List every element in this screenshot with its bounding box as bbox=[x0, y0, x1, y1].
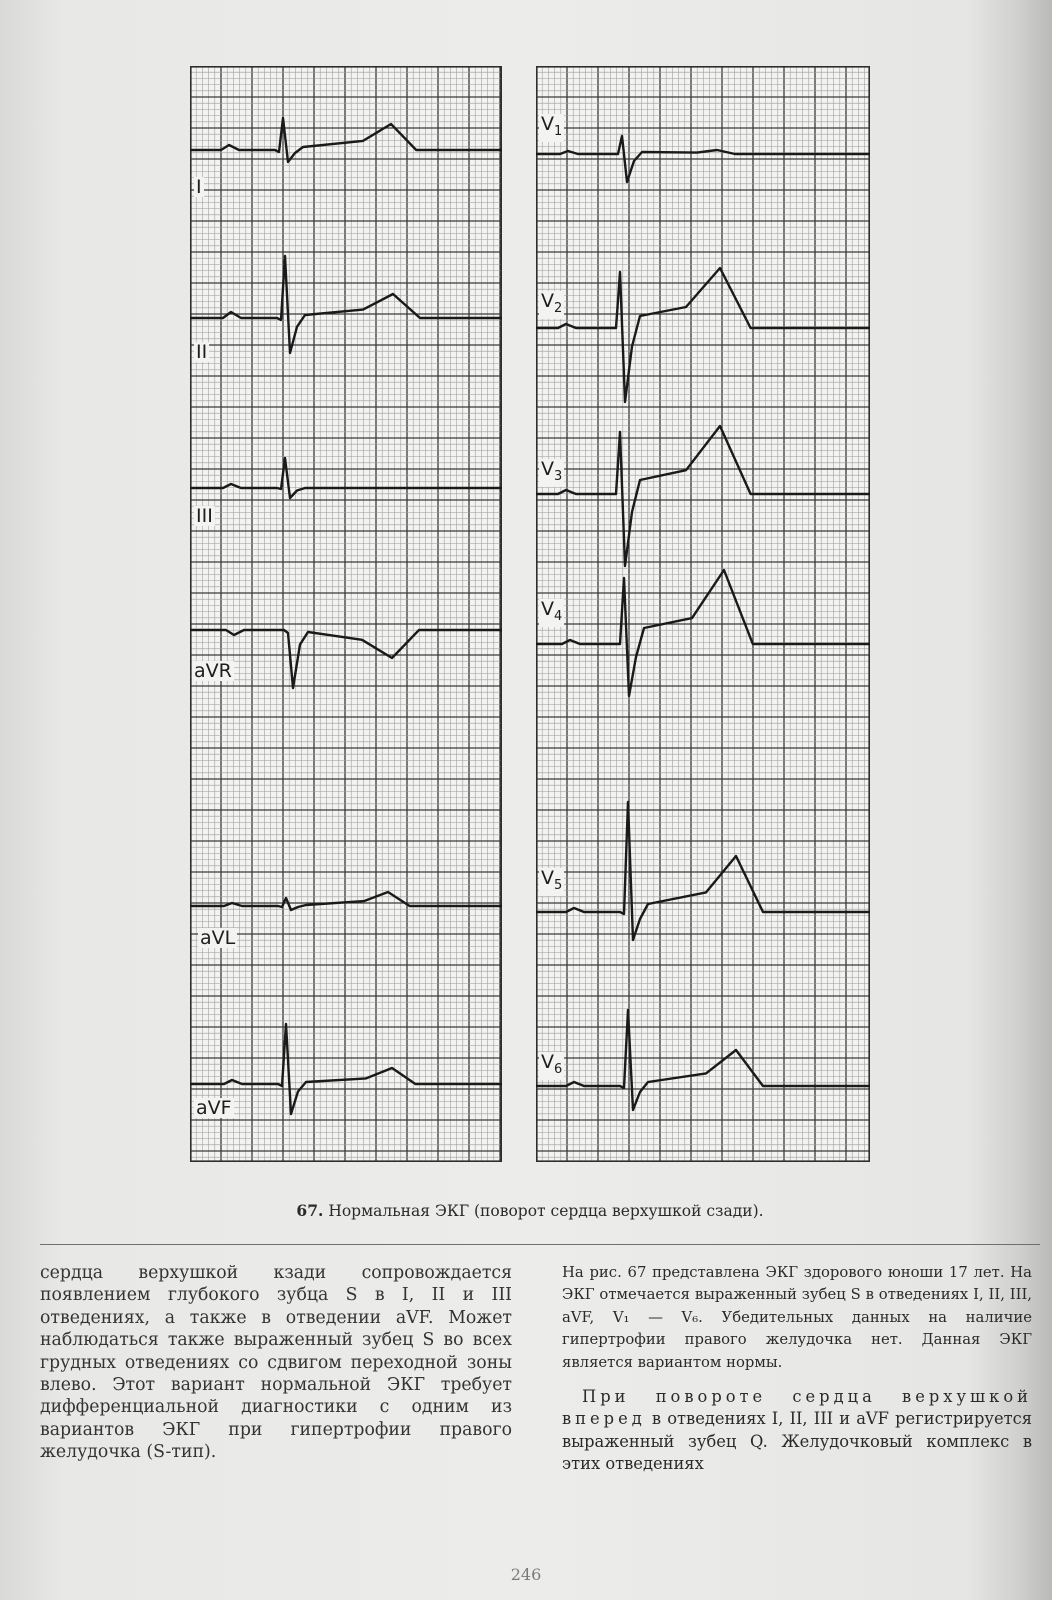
figure-caption-text: Нормальная ЭКГ (поворот сердца верхушкой сзади). bbox=[328, 1202, 764, 1220]
paragraph-left: сердца верхушкой кзади сопровождается появлением глубокого зубца S в I, II и III отведениях, а также в отведении aVF. Может наблюдаться также выраженный зубец S во всех грудных отведениях со сдвигом переходной зоны влево. Этот вариант нормальной ЭКГ требует дифференциальной диагностики с одним из вариантов ЭКГ при гипертрофии правого желудочка (S-тип). bbox=[40, 1263, 512, 1463]
trace-aVF bbox=[190, 1024, 502, 1114]
trace-V3 bbox=[536, 426, 870, 566]
lead-label-V5: $V_5$ bbox=[539, 868, 564, 896]
spaced-emphasis: При повороте сердца верхушкой вперед bbox=[562, 1387, 1032, 1429]
text-column-right bbox=[562, 1262, 1032, 1476]
figure-number: 67. bbox=[296, 1201, 324, 1220]
lead-label-V3: $V_3$ bbox=[539, 459, 564, 487]
trace-aVL bbox=[190, 892, 502, 910]
lead-label-I: I bbox=[196, 176, 202, 198]
lead-label-aVR: aVR bbox=[194, 660, 232, 682]
lead-label-V1: $V_1$ bbox=[539, 114, 564, 142]
lead-label-V4: $V_4$ bbox=[539, 599, 564, 627]
ecg-panel-limb-leads bbox=[190, 66, 502, 1162]
lead-label-II: II bbox=[196, 341, 208, 363]
lead-label-III: III bbox=[196, 505, 213, 527]
page-number: 246 bbox=[510, 1565, 542, 1584]
lead-label-V6: $V_6$ bbox=[539, 1052, 564, 1080]
grid-lines bbox=[536, 66, 870, 1162]
lead-label-aVF: aVF bbox=[196, 1097, 232, 1119]
ecg-grid-right bbox=[536, 66, 870, 1162]
paragraph-right-1: На рис. 67 представлена ЭКГ здорового юноши 17 лет. На ЭКГ отмечается выраженный зубец S в отведениях I, II, III, aVF, V₁ — V₆. Убедительных данных на наличие гипертрофии правого желудочка нет. Данная ЭКГ является вариантом нормы. bbox=[562, 1264, 1032, 1371]
ecg-panel-chest-leads bbox=[536, 66, 870, 1162]
ecg-grid-left bbox=[190, 66, 502, 1162]
trace-V5 bbox=[536, 802, 870, 940]
grid-lines bbox=[190, 66, 502, 1162]
trace-V4 bbox=[536, 570, 870, 696]
trace-aVR bbox=[190, 630, 502, 688]
lead-label-V2: $V_2$ bbox=[539, 291, 564, 319]
caption-divider bbox=[40, 1244, 1040, 1245]
text-column-left bbox=[40, 1262, 512, 1464]
trace-V2 bbox=[536, 268, 870, 402]
paragraph-right-2 bbox=[562, 1386, 1032, 1476]
figure-caption bbox=[170, 1201, 890, 1220]
paragraph-right-2-rest: в отведениях I, II, III и aVF регистрируется выраженный зубец Q. Желудочковый комплекс в этих отведениях bbox=[562, 1409, 1032, 1474]
lead-label-aVL: aVL bbox=[200, 927, 236, 949]
trace-I bbox=[190, 118, 502, 162]
trace-III bbox=[190, 458, 502, 498]
